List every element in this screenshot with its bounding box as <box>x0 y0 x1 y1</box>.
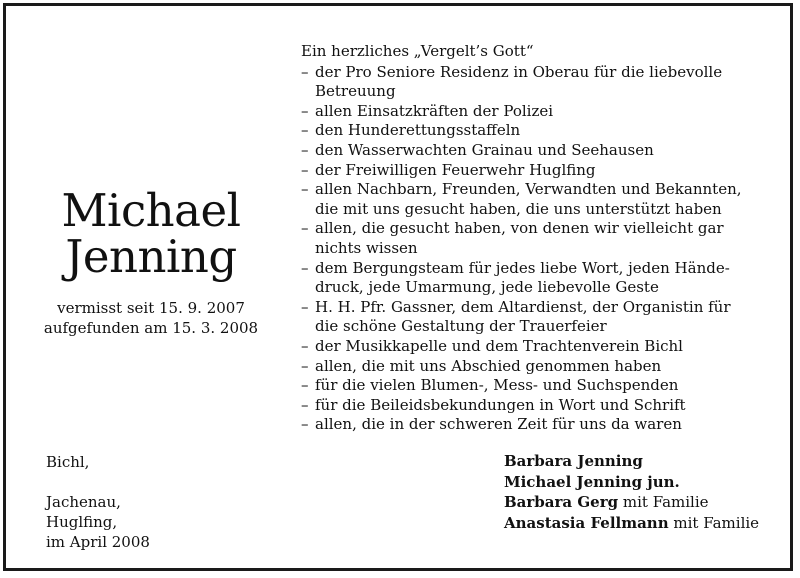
thanks-item <box>301 376 781 396</box>
thanks-item <box>301 180 781 219</box>
thanks-item <box>301 357 781 377</box>
thanks-item <box>301 415 781 435</box>
thanks-item <box>301 121 781 141</box>
signer-suffix: mit Familie <box>668 513 760 532</box>
thanks-item-text <box>315 219 781 258</box>
thanks-item-text <box>315 415 781 435</box>
thanks-item-text <box>315 357 781 377</box>
dash-bullet: – <box>301 180 309 199</box>
place-date: im April 2008 <box>46 533 150 551</box>
thanks-item-line: der Pro Seniore Residenz in Oberau für die liebevolle <box>315 62 723 81</box>
thanks-item-line: druck, jede Umarmung, jede liebevolle Geste <box>315 278 659 297</box>
thanks-section <box>301 42 781 435</box>
thanks-item <box>301 102 781 122</box>
signer-row <box>504 492 759 513</box>
place-jachenau: Jachenau, <box>46 493 121 511</box>
thanks-item-line: der Freiwilligen Feuerwehr Huglfing <box>315 160 596 179</box>
thanks-item-text <box>315 298 781 337</box>
deceased-block <box>26 184 276 338</box>
thanks-item <box>301 259 781 298</box>
thanks-item-line: dem Bergungsteam für jedes liebe Wort, jeden Hände- <box>315 258 730 277</box>
thanks-item-line: Betreuung <box>315 82 396 101</box>
dash-bullet: – <box>301 140 309 159</box>
thanks-item <box>301 219 781 258</box>
signer-name: Anastasia Fellmann <box>504 513 669 532</box>
signer-row <box>504 451 759 472</box>
thanks-item-line: allen Einsatzkräften der Polizei <box>315 101 554 120</box>
thanks-list <box>301 63 781 435</box>
thanks-item-line: für die Beileidsbekundungen in Wort und Schrift <box>315 395 686 414</box>
thanks-item-line: allen Nachbarn, Freunden, Verwandten und Bekannten, <box>315 180 742 199</box>
thanks-item-text <box>315 141 781 161</box>
signer-row <box>504 472 759 493</box>
thanks-item-line: den Hunderettungsstaffeln <box>315 121 521 140</box>
found-on-line: aufgefunden am 15. 3. 2008 <box>43 319 259 337</box>
dash-bullet: – <box>301 258 309 277</box>
signer-name: Barbara Jenning <box>504 452 643 470</box>
dash-bullet: – <box>301 336 309 355</box>
signer-row <box>504 513 759 534</box>
thanks-item-line: allen, die gesucht haben, von denen wir vielleicht gar <box>315 219 724 238</box>
dash-bullet: – <box>301 415 309 434</box>
deceased-last-name: Jenning <box>65 230 237 283</box>
thanks-item-line: für die vielen Blumen-, Mess- und Suchspenden <box>315 376 679 395</box>
thanks-item-text <box>315 121 781 141</box>
thanks-item-line: der Musikkapelle und dem Trachtenverein Bichl <box>315 336 683 355</box>
notice-frame <box>3 3 793 571</box>
thanks-item <box>301 161 781 181</box>
thanks-item-text <box>315 337 781 357</box>
thanks-item-line: den Wasserwachten Grainau und Seehausen <box>315 140 654 159</box>
thanks-item <box>301 337 781 357</box>
place-huglfing: Huglfing, <box>46 513 118 531</box>
thanks-item-text <box>315 180 781 219</box>
thanks-item-text <box>315 63 781 102</box>
thanks-item-text <box>315 396 781 416</box>
thanks-item-line: die mit uns gesucht haben, die uns unterstützt haben <box>315 199 722 218</box>
thanks-item <box>301 396 781 416</box>
missing-since-line: vermisst seit 15. 9. 2007 <box>57 299 245 317</box>
thanks-item-line: nichts wissen <box>315 238 418 257</box>
thanks-heading: Ein herzliches „Vergelt’s Gott“ <box>301 42 534 60</box>
thanks-item-text <box>315 161 781 181</box>
dash-bullet: – <box>301 121 309 140</box>
thanks-item-text <box>315 259 781 298</box>
thanks-item-line: allen, die mit uns Abschied genommen haben <box>315 356 662 375</box>
dash-bullet: – <box>301 356 309 375</box>
dash-bullet: – <box>301 219 309 238</box>
dash-bullet: – <box>301 62 309 81</box>
thanks-item-text <box>315 376 781 396</box>
deceased-dates <box>26 298 276 338</box>
dash-bullet: – <box>301 101 309 120</box>
signer-name: Barbara Gerg <box>504 493 619 511</box>
thanks-item <box>301 141 781 161</box>
thanks-item-line: die schöne Gestaltung der Trauerfeier <box>315 317 607 336</box>
signers-block <box>504 451 759 533</box>
dash-bullet: – <box>301 395 309 414</box>
dash-bullet: – <box>301 160 309 179</box>
thanks-item <box>301 63 781 102</box>
thanks-item-text <box>315 102 781 122</box>
thanks-item-line: H. H. Pfr. Gassner, dem Altardienst, der Organistin für <box>315 297 731 316</box>
dash-bullet: – <box>301 297 309 316</box>
dash-bullet: – <box>301 376 309 395</box>
thanks-item-line: allen, die in der schweren Zeit für uns da waren <box>315 415 682 434</box>
deceased-first-name: Michael <box>61 184 241 237</box>
place-bichl: Bichl, <box>46 453 90 471</box>
signer-name: Michael Jenning jun. <box>504 472 680 491</box>
thanks-item <box>301 298 781 337</box>
signer-suffix: mit Familie <box>618 493 709 511</box>
